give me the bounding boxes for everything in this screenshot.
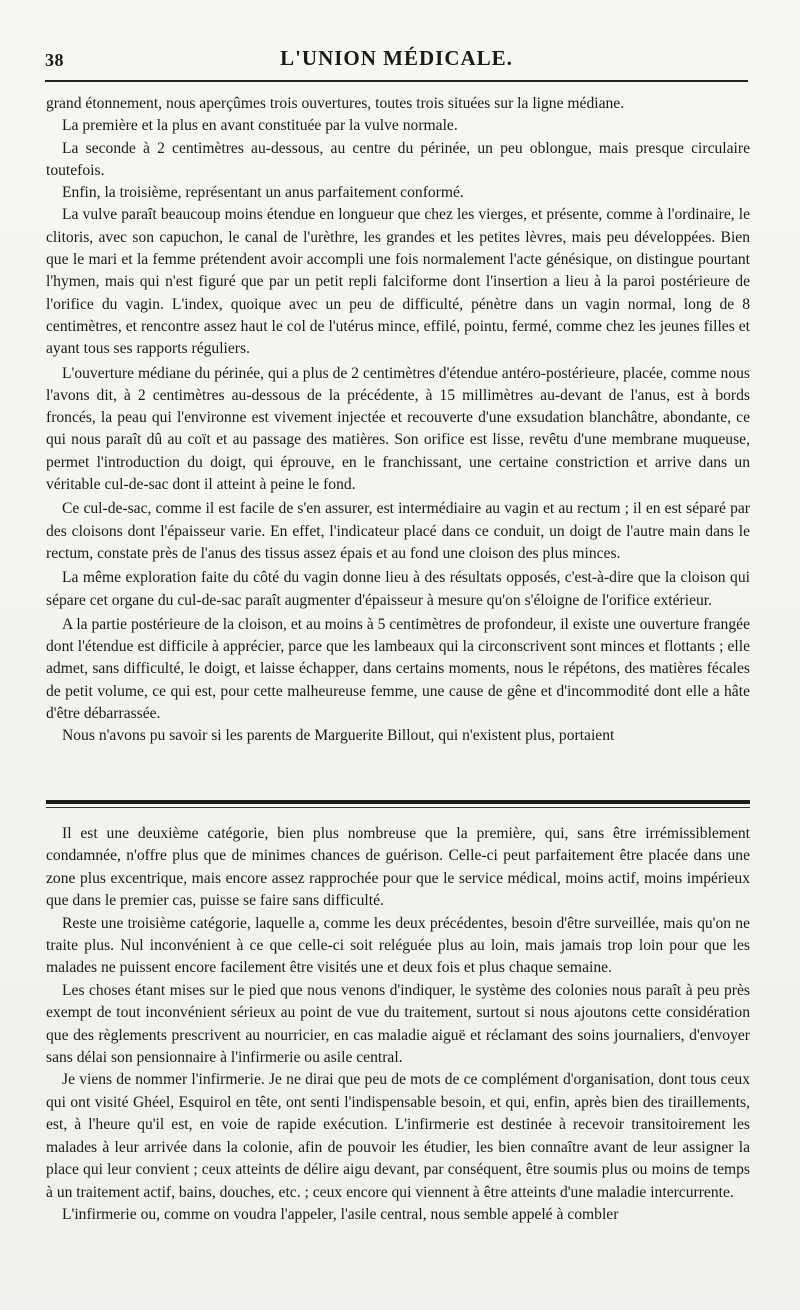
section-divider (46, 800, 750, 812)
page-number: 38 (45, 50, 64, 70)
paragraph: L'ouverture médiane du périnée, qui a plus de 2 centimètres d'étendue antéro-postérieure, placée, comme nous l'avons dit, à 2 centimètres au-dessous de la précédente, à 15 millimètres au-devant de l'anus, est à bords froncés, la peau qui l'environne est vivement injectée et recouverte d'une exsudation blanchâtre, abondante, ce qui nous paraît dû au coït et au passage des matières. Son orifice est lisse, revêtu d'une membrane muqueuse, permet l'introduction du doigt, qui éprouve, en le franchissant, une certaine constriction et arrive dans un véritable cul-de-sac dont il atteint à peine le fond. (46, 364, 750, 494)
paragraph: Enfin, la troisième, représentant un anus parfaitement conformé. (62, 184, 464, 202)
divider-thick-rule (46, 800, 750, 804)
article-teratology (46, 93, 750, 748)
running-title: L'UNION MÉDICALE. (280, 46, 513, 70)
divider-thin-rule (46, 807, 750, 808)
paragraph: L'infirmerie ou, comme on voudra l'appeler, l'asile central, nous semble appelé à combler (62, 1205, 619, 1223)
paragraph: Ce cul-de-sac, comme il est facile de s'en assurer, est intermédiaire au vagin et au rectum ; il en est séparé par des cloisons dont l'épaisseur varie. En effet, l'indicateur placé dans ce conduit, un doigt de l'autre main dans le rectum, constate près de l'anus des tissus assez épais et au fond une cloison des plus minces. (46, 500, 750, 562)
header-rule (45, 80, 748, 82)
paragraph: Il est une deuxième catégorie, bien plus nombreuse que la première, qui, sans être irrémissiblement condamnée, n'offre plus que de minimes chances de guérison. Celle-ci peut parfaitement être placée dans une zone plus excentrique, mais encore assez rapprochée pour que le service médical, moins actif, moins impérieux que dans le premier cas, puisse se faire sans difficulté. (46, 825, 750, 910)
paragraph: Nous n'avons pu savoir si les parents de Marguerite Billout, qui n'existent plus, portaient (62, 727, 615, 745)
paragraph: A la partie postérieure de la cloison, et au moins à 5 centimètres de profondeur, il existe une ouverture frangée dont l'étendue est difficile à apprécier, parce que les lambeaux qui la circonscrivent sont minces et flottants ; elle admet, sans difficulté, le doigt, et laisse échapper, dans certains moments, nous le répétons, des matières fécales de petit volume, ce qui est, pour cette malheureuse femme, une cause de gêne et d'incommodité dont elle a hâte d'être débarrassée. (46, 615, 750, 723)
page-header (45, 46, 748, 76)
article-colonies (46, 823, 750, 1226)
paragraph: La même exploration faite du côté du vagin donne lieu à des résultats opposés, c'est-à-dire que la cloison qui sépare cet organe du cul-de-sac paraît augmenter d'épaisseur à mesure qu'on s'éloigne de l'orifice extérieur. (46, 569, 750, 609)
paragraph: grand étonnement, nous aperçûmes trois ouvertures, toutes trois situées sur la ligne médiane. (46, 95, 625, 112)
paragraph: Je viens de nommer l'infirmerie. Je ne dirai que peu de mots de ce complément d'organisation, dont tous ceux qui ont visité Ghéel, Esquirol en tête, ont senti l'indispensable besoin, et qui, enfin, après bien des tiraillements, est, à l'heure qu'il est, en voie de rapide exécution. L'infirmerie est destinée à recevoir transitoirement les malades à leur arrivée dans la colonie, afin de pouvoir les étudier, les bien connaître avant de leur assigner la place qui leur convient ; ceux atteints de délire aigu devant, par conséquent, être soumis plus ou moins de temps à un traitement actif, bains, douches, etc. ; ceux encore qui viennent à être atteints d'une maladie intercurrente. (46, 1071, 750, 1201)
paragraph: Les choses étant mises sur le pied que nous venons d'indiquer, le système des colonies nous paraît à peu près exempt de tout inconvénient sérieux au point de vue du traitement, surtout si nous ajoutons cette considération que des règlements prescrivent au nourricier, en cas maladie aiguë et réclamant des soins journaliers, d'envoyer sans délai son pensionnaire à l'infirmerie ou asile central. (46, 981, 750, 1067)
paragraph: Reste une troisième catégorie, laquelle a, comme les deux précédentes, besoin d'être surveillée, mais qu'on ne traite plus. Nul inconvénient à ce que celle-ci soit reléguée plus au loin, mais jamais trop loin pour que les malades ne puissent encore facilement être visités une et deux fois et plus chaque semaine. (46, 914, 750, 977)
paragraph: La première et la plus en avant constituée par la vulve normale. (62, 117, 458, 135)
paragraph: La vulve paraît beaucoup moins étendue en longueur que chez les vierges, et présente, comme à l'ordinaire, le clitoris, avec son capuchon, le canal de l'urèthre, les grandes et les petites lèvres, mais peu développées. Bien que le mari et la femme prétendent avoir accompli une fois normalement l'acte génésique, on distingue pourtant l'hymen, mais qui n'est figuré que par un petit repli falciforme dont l'insertion a lieu à la paroi postérieure de l'orifice du vagin. L'index, quoique avec un peu de difficulté, pénètre dans un vagin normal, long de 8 centimètres, et rencontre assez haut le col de l'utérus mince, effilé, pointu, fermé, comme chez les jeunes filles et ayant tous ses rapports réguliers. (46, 206, 750, 358)
paragraph: La seconde à 2 centimètres au-dessous, au centre du périnée, un peu oblongue, mais presque circulaire toutefois. (46, 139, 750, 179)
